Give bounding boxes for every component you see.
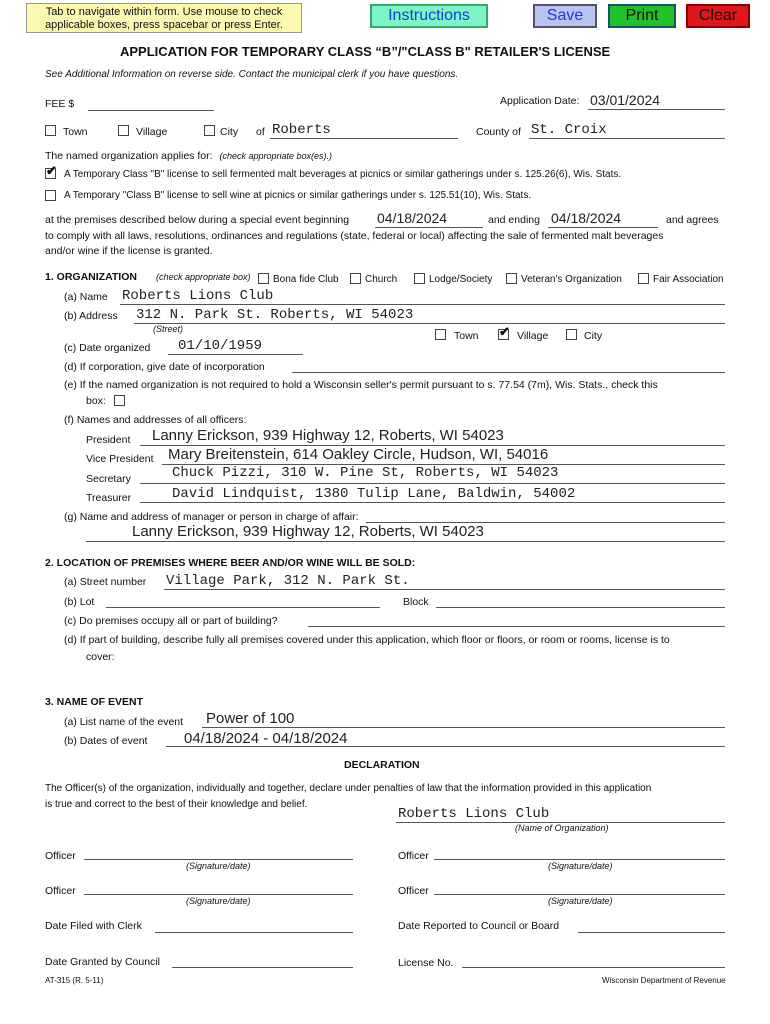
- form-id: AT-315 (R. 5-11): [45, 976, 104, 985]
- vice-president-label: Vice President: [86, 453, 154, 465]
- treasurer-label: Treasurer: [86, 492, 132, 504]
- officer-signature-4[interactable]: [434, 894, 725, 895]
- event-name-label: (a) List name of the event: [64, 716, 184, 728]
- org-name-field[interactable]: Roberts Lions Club: [122, 288, 274, 304]
- event-begin-field[interactable]: 04/18/2024: [377, 210, 448, 226]
- event-dates-label: (b) Dates of event: [64, 735, 148, 747]
- event-dates-field[interactable]: 04/18/2024 - 04/18/2024: [184, 730, 348, 747]
- block-label: Block: [403, 596, 429, 608]
- declaration-text-1: The Officer(s) of the organization, individually and together, declare under penalties of law that the information provided in this application: [45, 783, 652, 794]
- org-type-checkbox[interactable]: [638, 273, 649, 284]
- form-title: APPLICATION FOR TEMPORARY CLASS “B”/"CLASS B" RETAILER'S LICENSE: [120, 44, 611, 59]
- county-field[interactable]: St. Croix: [531, 122, 607, 138]
- applies-hint: (check appropriate box(es).): [219, 151, 333, 161]
- village-checkbox[interactable]: [118, 125, 129, 136]
- beer-license-label: A Temporary Class "B" license to sell fermented malt beverages at picnics or similar gatherings under s. 125.26(6), Wis. Stats.: [64, 169, 622, 180]
- section2-heading: 2. LOCATION OF PREMISES WHERE BEER AND/OR WINE WILL BE SOLD:: [45, 557, 416, 569]
- secretary-underline: [140, 483, 725, 484]
- event-end-field[interactable]: 04/18/2024: [551, 210, 622, 226]
- addr-city-checkbox[interactable]: [566, 329, 577, 340]
- of-label: of: [256, 126, 265, 138]
- street-caption: (Street): [153, 324, 184, 334]
- secretary-field[interactable]: Chuck Pizzi, 310 W. Pine St, Roberts, WI 54023: [172, 465, 559, 481]
- block-field[interactable]: [436, 607, 725, 608]
- building-label: (c) Do premises occupy all or part of building?: [64, 615, 278, 627]
- applies-text: The named organization applies for:: [45, 150, 213, 162]
- municipality-field[interactable]: Roberts: [272, 122, 331, 138]
- date-granted-field[interactable]: [172, 967, 353, 968]
- org-address-label: (b) Address: [64, 310, 118, 322]
- instructions-button[interactable]: Instructions: [370, 4, 488, 28]
- application-date-label: Application Date:: [500, 95, 580, 107]
- save-button[interactable]: Save: [533, 4, 597, 28]
- date-organized-field[interactable]: 01/10/1959: [178, 338, 263, 354]
- addr-city-label: City: [584, 330, 603, 342]
- incorporation-field[interactable]: [292, 372, 725, 373]
- officer-label-1: Officer: [45, 850, 76, 862]
- treasurer-underline: [140, 502, 725, 503]
- secretary-label: Secretary: [86, 473, 131, 485]
- date-organized-label: (c) Date organized: [64, 342, 151, 354]
- checkmark-icon: ✔: [499, 324, 510, 339]
- beer-license-checkbox[interactable]: [45, 163, 57, 179]
- addr-town-label: Town: [454, 330, 479, 342]
- wine-license-checkbox[interactable]: [45, 190, 56, 201]
- fee-field[interactable]: [88, 110, 214, 111]
- officer-label-4: Officer: [398, 885, 429, 897]
- officer-signature-3[interactable]: [84, 894, 353, 895]
- building-field[interactable]: [308, 626, 725, 627]
- permit-checkbox[interactable]: [114, 395, 125, 406]
- form-subtitle: See Additional Information on reverse side. Contact the municipal clerk if you have questions.: [45, 69, 459, 80]
- manager-label: (g) Name and address of manager or person in charge of affair:: [64, 511, 359, 523]
- city-label: City: [220, 126, 239, 138]
- print-button[interactable]: Print: [608, 4, 676, 28]
- declaration-org-name[interactable]: Roberts Lions Club: [398, 806, 550, 822]
- org-name-caption: (Name of Organization): [515, 823, 609, 833]
- application-date-underline: [588, 109, 725, 110]
- declaration-heading: DECLARATION: [344, 759, 420, 771]
- navigation-notice: Tab to navigate within form. Use mouse to check applicable boxes, press spacebar or press Enter.: [26, 3, 302, 33]
- addr-village-checkbox[interactable]: [498, 324, 510, 340]
- manager-underline-2: [86, 541, 725, 542]
- and-ending-label: and ending: [488, 214, 540, 226]
- application-date-field[interactable]: 03/01/2024: [590, 92, 661, 108]
- officer-signature-2[interactable]: [434, 859, 725, 860]
- date-granted-label: Date Granted by Council: [45, 956, 160, 968]
- date-organized-underline: [168, 354, 303, 355]
- town-checkbox[interactable]: [45, 125, 56, 136]
- date-reported-label: Date Reported to Council or Board: [398, 920, 560, 932]
- org-type-checkbox[interactable]: [414, 273, 425, 284]
- vice-president-field[interactable]: Mary Breitenstein, 614 Oakley Circle, Hudson, WI, 54016: [168, 446, 549, 463]
- lot-field[interactable]: [106, 607, 380, 608]
- event-name-field[interactable]: Power of 100: [206, 710, 295, 727]
- president-field[interactable]: Lanny Erickson, 939 Highway 12, Roberts, WI 54023: [152, 427, 504, 444]
- signature-caption-3: (Signature/date): [186, 896, 251, 906]
- section1-hint: (check appropriate box): [156, 272, 251, 282]
- county-underline: [529, 138, 725, 139]
- addr-town-checkbox[interactable]: [435, 329, 446, 340]
- license-no-label: License No.: [398, 957, 454, 969]
- section1-heading: 1. ORGANIZATION: [45, 271, 137, 283]
- treasurer-field[interactable]: David Lindquist, 1380 Tulip Lane, Baldwin, 54002: [172, 486, 576, 502]
- lot-label: (b) Lot: [64, 596, 95, 608]
- city-checkbox[interactable]: [204, 125, 215, 136]
- org-type-checkbox[interactable]: [258, 273, 269, 284]
- event-end-underline: [548, 227, 658, 228]
- date-reported-field[interactable]: [578, 932, 725, 933]
- town-label: Town: [63, 126, 88, 138]
- org-name-label: (a) Name: [64, 291, 108, 303]
- manager-field[interactable]: Lanny Erickson, 939 Highway 12, Roberts, WI 54023: [132, 523, 484, 540]
- street-number-underline: [164, 589, 725, 590]
- date-filed-field[interactable]: [155, 932, 353, 933]
- part-building-label-2: cover:: [86, 651, 115, 663]
- street-number-label: (a) Street number: [64, 576, 147, 588]
- and-agrees-label: and agrees: [666, 214, 719, 226]
- permit-label-2: box:: [86, 395, 106, 407]
- org-type-label: Church: [365, 274, 398, 285]
- part-building-label-1: (d) If part of building, describe fully all premises covered under this application, which floor or floors, or room or rooms, license is to: [64, 634, 670, 646]
- section3-heading: 3. NAME OF EVENT: [45, 696, 144, 708]
- signature-caption-1: (Signature/date): [186, 861, 251, 871]
- org-type-label: Veteran's Organization: [521, 274, 622, 285]
- agency-name: Wisconsin Department of Revenue: [602, 976, 726, 985]
- addr-village-label: Village: [517, 330, 549, 342]
- premises-text-2: to comply with all laws, resolutions, ordinances and regulations (state, federal or local) affecting the sale of fermented malt beverages: [45, 230, 664, 242]
- officer-label-2: Officer: [398, 850, 429, 862]
- org-name-underline: [120, 304, 725, 305]
- org-address-underline: [134, 323, 725, 324]
- event-begin-underline: [375, 227, 483, 228]
- incorporation-label: (d) If corporation, give date of incorporation: [64, 361, 265, 373]
- officer-signature-1[interactable]: [84, 859, 353, 860]
- officer-label-3: Officer: [45, 885, 76, 897]
- president-label: President: [86, 434, 131, 446]
- license-no-field[interactable]: [462, 967, 725, 968]
- date-filed-label: Date Filed with Clerk: [45, 920, 142, 932]
- officers-label: (f) Names and addresses of all officers:: [64, 414, 247, 426]
- fee-label: FEE $: [45, 98, 75, 110]
- premises-text-3: and/or wine if the license is granted.: [45, 245, 213, 257]
- org-type-label: Lodge/Society: [429, 274, 493, 285]
- signature-caption-4: (Signature/date): [548, 896, 613, 906]
- org-type-checkbox[interactable]: [506, 273, 517, 284]
- village-label: Village: [136, 126, 168, 138]
- premises-text-1: at the premises described below during a special event beginning: [45, 214, 350, 226]
- permit-label-1: (e) If the named organization is not required to hold a Wisconsin seller's permit pursuant to s. 77.54 (7m), Wis. Stats., check this: [64, 379, 658, 391]
- signature-caption-2: (Signature/date): [548, 861, 613, 871]
- wine-license-label: A Temporary "Class B" license to sell wine at picnics or similar gatherings under s. 125.51(10), Wis. Stats.: [64, 190, 532, 201]
- org-type-label: Fair Association: [653, 274, 724, 285]
- org-address-field[interactable]: 312 N. Park St. Roberts, WI 54023: [136, 307, 414, 323]
- checkmark-icon: ✔: [46, 163, 57, 178]
- org-type-label: Bona fide Club: [273, 274, 339, 285]
- county-label: County of: [476, 126, 521, 138]
- applies-label: [45, 150, 332, 162]
- clear-button[interactable]: Clear: [686, 4, 750, 28]
- event-name-underline: [202, 727, 725, 728]
- declaration-text-2: is true and correct to the best of their knowledge and belief.: [45, 799, 308, 810]
- street-number-field[interactable]: Village Park, 312 N. Park St.: [166, 573, 410, 589]
- municipality-underline: [270, 138, 458, 139]
- org-type-checkbox[interactable]: [350, 273, 361, 284]
- event-dates-underline: [166, 746, 725, 747]
